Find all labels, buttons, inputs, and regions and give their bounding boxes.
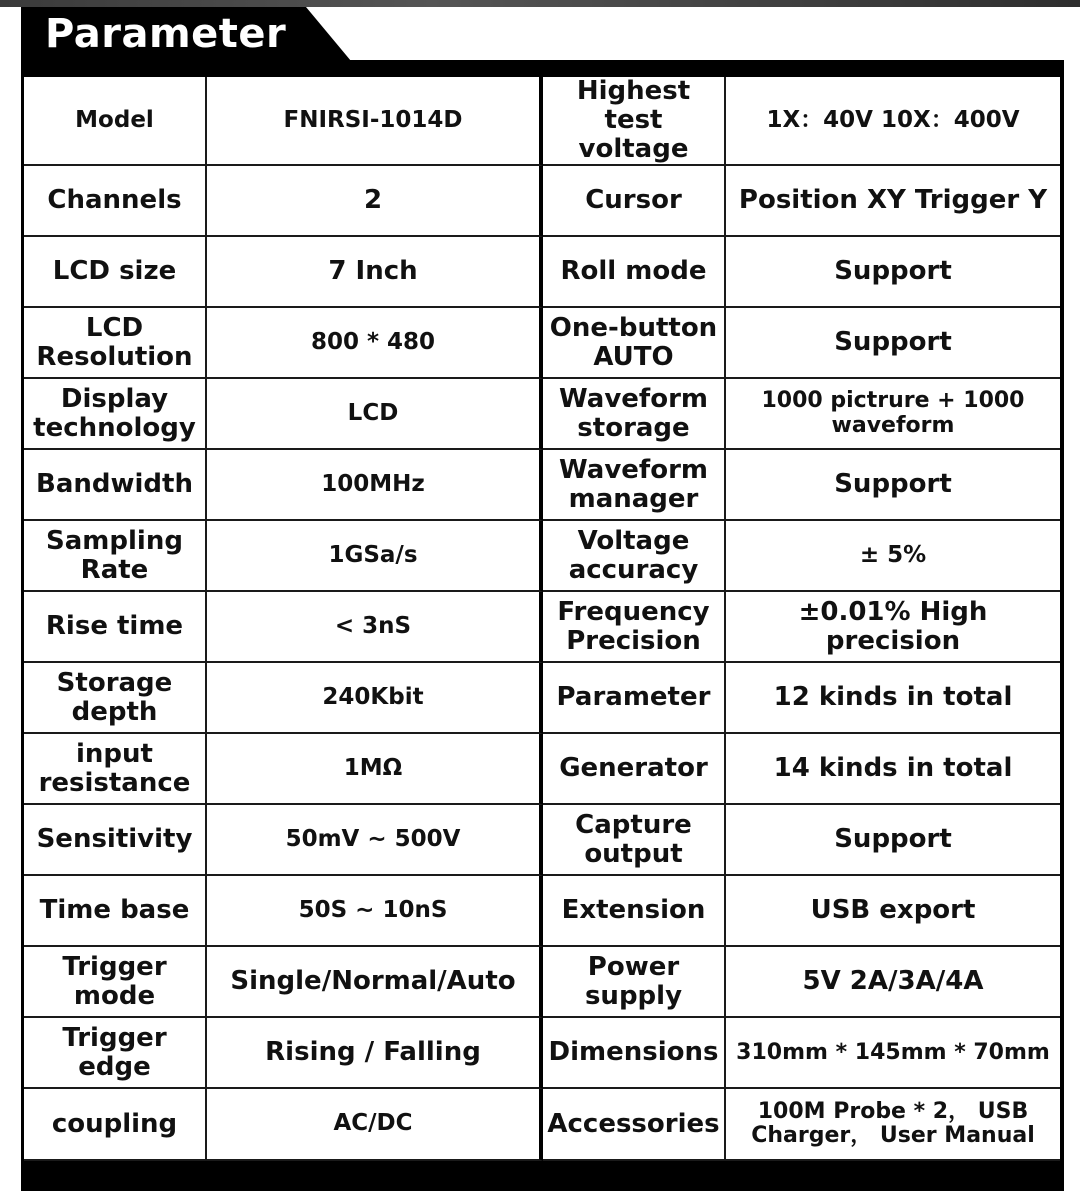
- spec-value-cell: 1X：40V 10X：400V: [726, 77, 1060, 166]
- page-title: Parameter: [45, 11, 287, 57]
- table-row: [24, 663, 1060, 734]
- spec-value-cell: Support: [726, 237, 1060, 308]
- spec-value-cell: 12 kinds in total: [726, 663, 1060, 734]
- spec-label-cell: Frequency Precision: [543, 592, 726, 663]
- table-row: [24, 947, 1060, 1018]
- spec-label-cell: Power supply: [543, 947, 726, 1018]
- spec-value-cell: 1GSa/s: [207, 521, 543, 592]
- spec-value-cell: 100M Probe * 2， USB Charger， User Manual: [726, 1089, 1060, 1161]
- spec-label-cell: LCD Resolution: [24, 308, 207, 379]
- spec-value-cell: 50mV ~ 500V: [207, 805, 543, 876]
- spec-value-cell: ± 5%: [726, 521, 1060, 592]
- spec-label-cell: Generator: [543, 734, 726, 805]
- spec-value-cell: 5V 2A/3A/4A: [726, 947, 1060, 1018]
- spec-label-cell: Sampling Rate: [24, 521, 207, 592]
- spec-label-cell: coupling: [24, 1089, 207, 1161]
- spec-value-cell: 310mm * 145mm * 70mm: [726, 1018, 1060, 1089]
- table-row: [24, 734, 1060, 805]
- spec-label-cell: Waveform manager: [543, 450, 726, 521]
- spec-value-cell: < 3nS: [207, 592, 543, 663]
- spec-value-cell: Support: [726, 450, 1060, 521]
- table-row: [24, 237, 1060, 308]
- spec-value-cell: Support: [726, 805, 1060, 876]
- table-row: [24, 379, 1060, 450]
- table-row: [24, 1089, 1060, 1161]
- spec-label-cell: Model: [24, 77, 207, 166]
- spec-label-cell: Waveform storage: [543, 379, 726, 450]
- spec-label-cell: Highest test voltage: [543, 77, 726, 166]
- spec-label-cell: Time base: [24, 876, 207, 947]
- spec-value-cell: Single/Normal/Auto: [207, 947, 543, 1018]
- spec-value-cell: 100MHz: [207, 450, 543, 521]
- table-row: [24, 876, 1060, 947]
- table-row: [24, 1018, 1060, 1089]
- spec-label-cell: One-button AUTO: [543, 308, 726, 379]
- table-row: [24, 166, 1060, 237]
- spec-value-cell: FNIRSI-1014D: [207, 77, 543, 166]
- table-row: [24, 805, 1060, 876]
- spec-label-cell: Extension: [543, 876, 726, 947]
- table-row: [24, 308, 1060, 379]
- spec-label-cell: Rise time: [24, 592, 207, 663]
- spec-label-cell: Storage depth: [24, 663, 207, 734]
- spec-value-cell: Rising / Falling: [207, 1018, 543, 1089]
- spec-value-cell: Position XY Trigger Y: [726, 166, 1060, 237]
- top-border-strip: [0, 0, 1080, 7]
- spec-label-cell: Trigger edge: [24, 1018, 207, 1089]
- spec-label-cell: Dimensions: [543, 1018, 726, 1089]
- spec-label-cell: input resistance: [24, 734, 207, 805]
- spec-label-cell: Capture output: [543, 805, 726, 876]
- spec-value-cell: USB export: [726, 876, 1060, 947]
- spec-label-cell: Bandwidth: [24, 450, 207, 521]
- spec-value-cell: 1MΩ: [207, 734, 543, 805]
- spec-value-cell: 800 * 480: [207, 308, 543, 379]
- spec-value-cell: 14 kinds in total: [726, 734, 1060, 805]
- spec-value-cell: 7 Inch: [207, 237, 543, 308]
- spec-label-cell: Parameter: [543, 663, 726, 734]
- spec-value-cell: AC/DC: [207, 1089, 543, 1161]
- spec-value-cell: 240Kbit: [207, 663, 543, 734]
- spec-value-cell: Support: [726, 308, 1060, 379]
- spec-label-cell: Voltage accuracy: [543, 521, 726, 592]
- spec-value-cell: 1000 pictrure + 1000 waveform: [726, 379, 1060, 450]
- spec-label-cell: LCD size: [24, 237, 207, 308]
- spec-label-cell: Channels: [24, 166, 207, 237]
- spec-value-cell: 2: [207, 166, 543, 237]
- table-row: [24, 592, 1060, 663]
- table-row: [24, 521, 1060, 592]
- spec-label-cell: Sensitivity: [24, 805, 207, 876]
- parameter-table: [24, 77, 1060, 1161]
- spec-label-cell: Roll mode: [543, 237, 726, 308]
- spec-value-cell: ±0.01% High precision: [726, 592, 1060, 663]
- spec-label-cell: Cursor: [543, 166, 726, 237]
- spec-value-cell: LCD: [207, 379, 543, 450]
- spec-label-cell: Display technology: [24, 379, 207, 450]
- spec-value-cell: 50S ~ 10nS: [207, 876, 543, 947]
- spec-label-cell: Accessories: [543, 1089, 726, 1161]
- table-row: [24, 77, 1060, 166]
- spec-label-cell: Trigger mode: [24, 947, 207, 1018]
- table-row: [24, 450, 1060, 521]
- parameter-table-body: [24, 77, 1060, 1161]
